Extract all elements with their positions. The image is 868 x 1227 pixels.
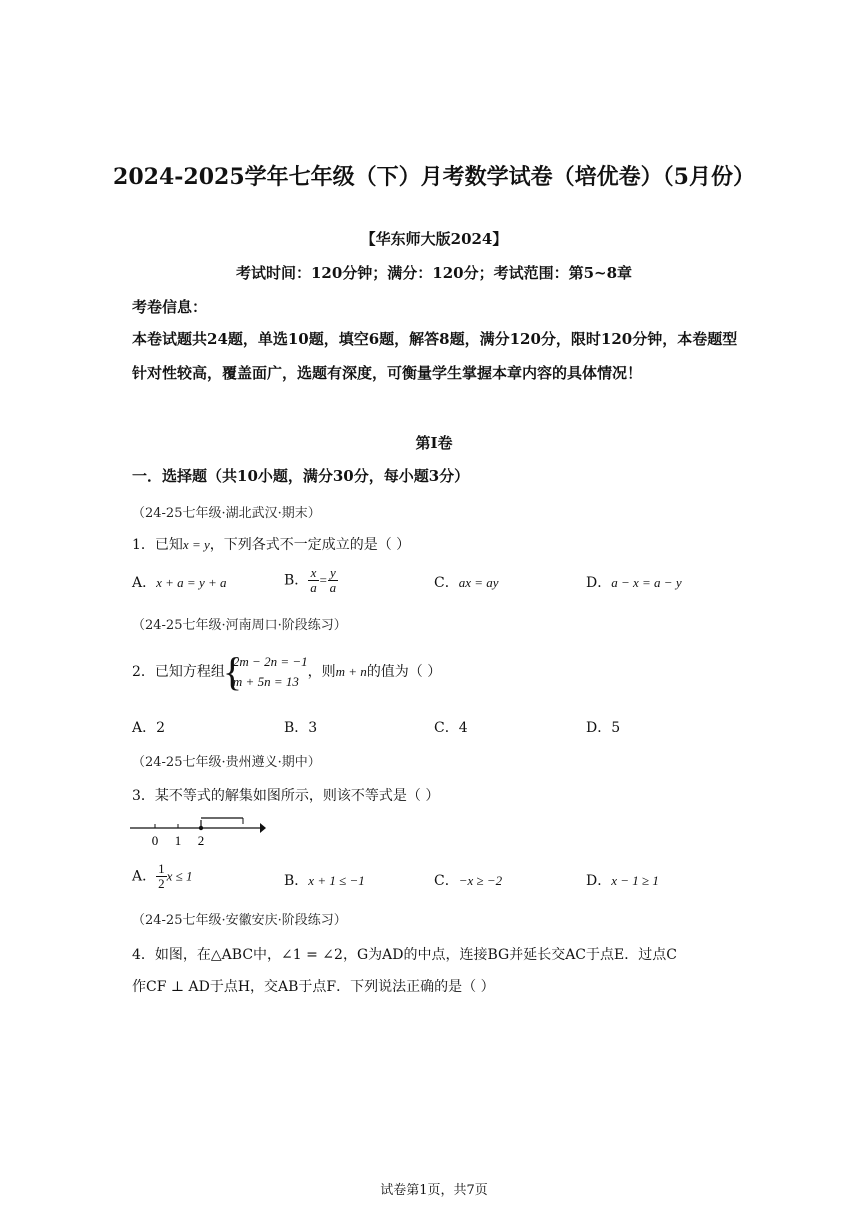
option-a[interactable]: A． $\frac{1}{2}$ x ≤ 1 (132, 861, 193, 891)
volume-label: 第Ⅰ卷 (415, 434, 453, 452)
question-source: （24-25七年级·安徽安庆·阶段练习） (132, 913, 347, 928)
section-heading: 一．选择题（共10小题，满分30分，每小题3分） (132, 467, 470, 485)
brace-icon: { (222, 649, 243, 694)
option-d[interactable]: D．5 (586, 720, 621, 736)
arrow-icon (260, 823, 266, 833)
question-stem: 2．已知方程组 { 2m − 2n = −1 m + 5n = 13 ，则m + n的值为（ ） (132, 649, 442, 694)
question-stem-line2: 作CF ⊥ AD于点H，交AB于点F．下列说法正确的是（ ） (132, 979, 495, 995)
question-source: （24-25七年级·湖北武汉·期末） (132, 506, 321, 521)
info-label: 考卷信息： (132, 298, 208, 316)
tick-label-2: 2 (197, 833, 205, 848)
option-c[interactable]: C．4 (434, 720, 468, 736)
option-a[interactable]: A．2 (132, 720, 166, 736)
exam-info-line: 考试时间：120分钟；满分：120分；考试范围：第5~8章 (235, 264, 633, 282)
option-b[interactable]: B． $\frac{x}{a}$ = $\frac{y}{a}$ (284, 565, 337, 595)
number-line-figure (126, 812, 276, 852)
option-b[interactable]: B．3 (284, 720, 318, 736)
question-stem-line1: 4．如图，在△ABC中，∠1 = ∠2，G为AD的中点，连接BG并延长交AC于点E．过点C (132, 947, 677, 963)
page-title: 2024-2025学年七年级（下）月考数学试卷（培优卷）（5月份） (113, 164, 755, 190)
page-footer: 试卷第1页，共7页 (380, 1183, 488, 1198)
tick-label-1: 1 (174, 833, 182, 848)
question-stem: 3．某不等式的解集如图所示，则该不等式是（ ） (132, 788, 440, 804)
question-source: （24-25七年级·河南周口·阶段练习） (132, 618, 347, 633)
option-c[interactable]: C．−x ≥ −2 (434, 873, 503, 889)
option-d[interactable]: D．a − x = a − y (586, 575, 682, 591)
option-d[interactable]: D．x − 1 ≥ 1 (586, 873, 659, 889)
question-stem: 1．已知x = y，下列各式不一定成立的是（ ） (132, 537, 411, 553)
info-text: 本卷试题共24题，单选10题，填空6题，解答8题，满分120分，限时120分钟，本卷题型针对性较高，覆盖面广，选题有深度，可衡量学生掌握本章内容的具体情况！ (132, 330, 738, 382)
option-c[interactable]: C．ax = ay (434, 575, 499, 591)
solid-point (199, 826, 203, 830)
equation-system: { 2m − 2n = −1 m + 5n = 13 (222, 649, 308, 694)
edition-label: 【华东师大版2024】 (360, 230, 508, 248)
tick-label-0: 0 (151, 833, 159, 848)
question-source: （24-25七年级·贵州遵义·期中） (132, 755, 321, 770)
option-b[interactable]: B．x + 1 ≤ −1 (284, 873, 365, 889)
option-a[interactable]: A．x + a = y + a (132, 575, 227, 591)
